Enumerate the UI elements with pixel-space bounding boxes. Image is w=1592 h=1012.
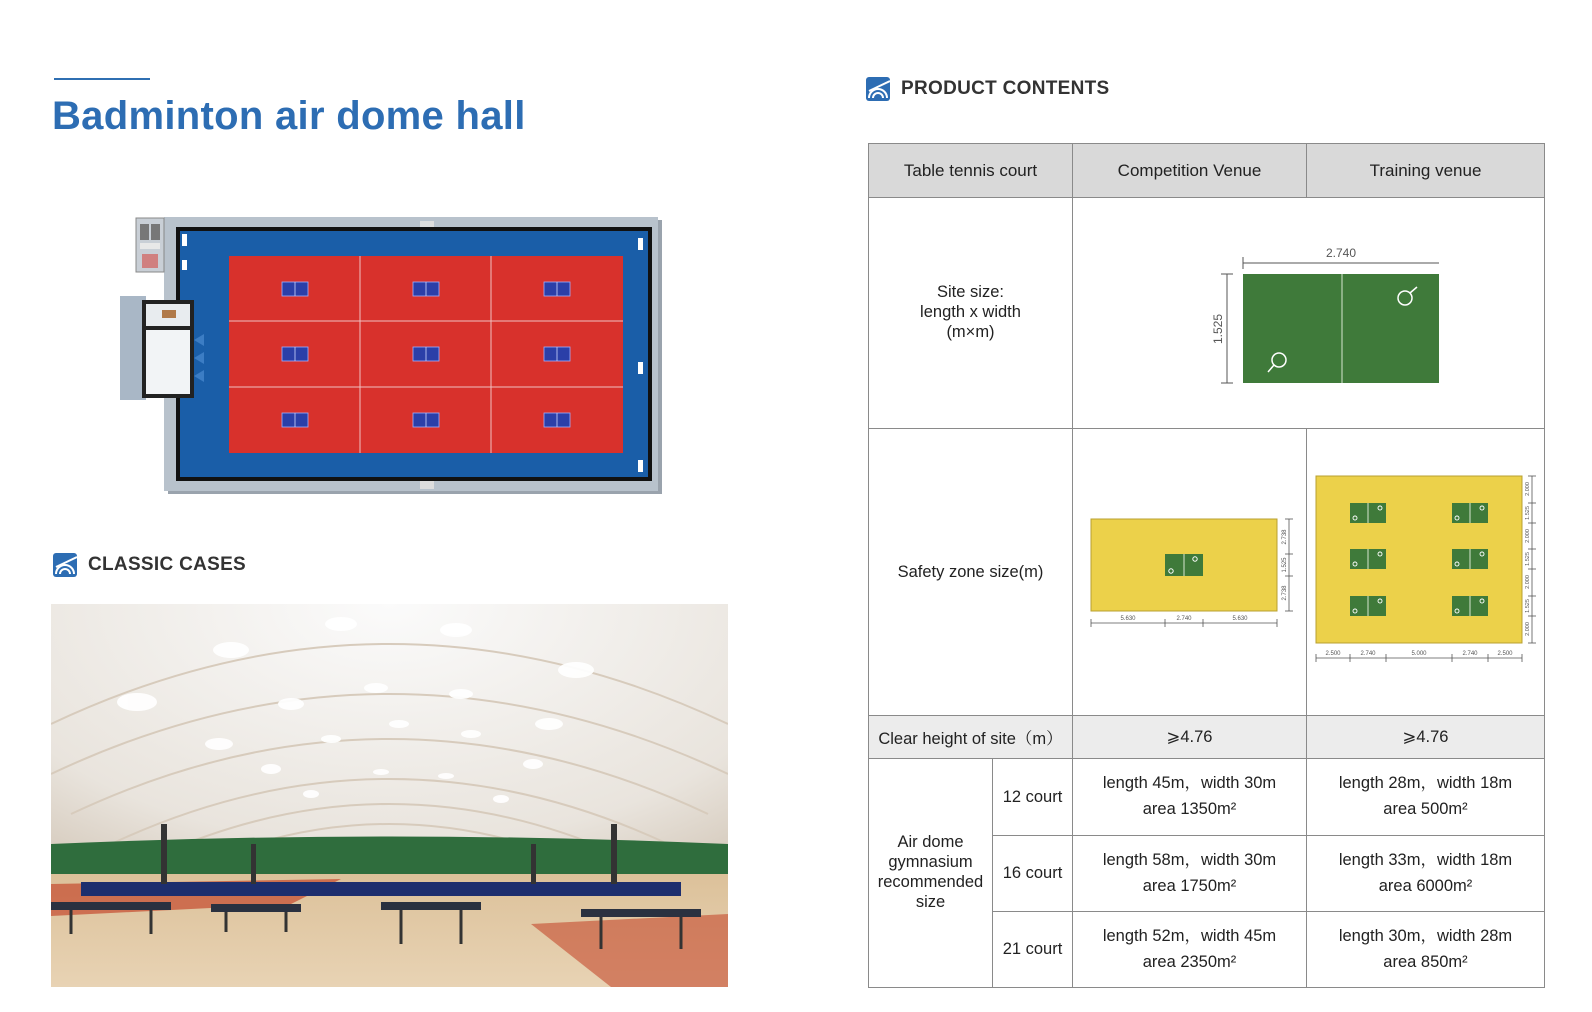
dome-logo-icon xyxy=(53,553,77,577)
dim-label: 5.000 xyxy=(1410,651,1427,657)
training-size: length 30m，width 28m area 850m² xyxy=(1307,912,1545,988)
dim-label: 1.525 xyxy=(1524,506,1531,520)
dim-label: 2.000 xyxy=(1524,482,1531,496)
title-accent-rule xyxy=(54,78,150,80)
dim-label: 2.000 xyxy=(1524,622,1531,636)
length-dimension: 2.740 xyxy=(1325,246,1356,260)
court-count: 12 court xyxy=(993,759,1073,836)
header-competition-venue: Competition Venue xyxy=(1073,144,1307,198)
competition-size: length 58m，width 30m area 1750m² xyxy=(1073,836,1307,912)
table-header-row xyxy=(869,144,1545,198)
dim-label: 2.000 xyxy=(1524,529,1531,543)
dim-label: 1.525 xyxy=(1524,552,1531,566)
dim-label: 2.740 xyxy=(1175,616,1192,622)
training-size: length 33m，width 18m area 6000m² xyxy=(1307,836,1545,912)
page-title: Badminton air dome hall xyxy=(52,94,526,138)
dim-label: 2.000 xyxy=(1524,575,1531,589)
table-row xyxy=(869,759,1545,836)
clear-height-label: Clear height of site（m） xyxy=(869,716,1073,759)
header-training-venue: Training venue xyxy=(1307,144,1545,198)
training-safety-zone-cell xyxy=(1307,429,1545,716)
safety-zone-label: Safety zone size(m) xyxy=(869,429,1073,716)
site-size-drawing-cell xyxy=(1073,198,1545,429)
clear-height-row xyxy=(869,716,1545,759)
table-tennis-table-drawing xyxy=(1179,233,1439,393)
court-count: 16 court xyxy=(993,836,1073,912)
product-spec-table xyxy=(868,143,1545,988)
air-dome-interior-photo xyxy=(51,604,728,987)
dim-label: 2.740 xyxy=(1359,651,1376,657)
safety-zone-row xyxy=(869,429,1545,716)
product-contents-heading: PRODUCT CONTENTS xyxy=(901,78,1110,99)
dim-label: 2.738 xyxy=(1281,529,1288,545)
dim-label: 1.525 xyxy=(1281,557,1288,573)
clear-height-training: ⩾4.76 xyxy=(1307,716,1545,759)
header-table-tennis-court: Table tennis court xyxy=(869,144,1073,198)
court-count: 21 court xyxy=(993,912,1073,988)
dim-label: 1.525 xyxy=(1524,599,1531,613)
dome-logo-icon xyxy=(866,77,890,101)
dim-label: 5.630 xyxy=(1119,616,1136,622)
training-size: length 28m，width 18m area 500m² xyxy=(1307,759,1545,836)
floor-plan-illustration xyxy=(118,212,666,498)
dim-label: 2.738 xyxy=(1281,585,1288,601)
dim-label: 5.630 xyxy=(1231,616,1248,622)
width-dimension: 1.525 xyxy=(1210,313,1225,345)
competition-size: length 52m，width 45m area 2350m² xyxy=(1073,912,1307,988)
training-safety-zone-drawing xyxy=(1314,472,1538,672)
dim-label: 2.500 xyxy=(1496,651,1513,657)
competition-size: length 45m，width 30m area 1350m² xyxy=(1073,759,1307,836)
competition-safety-zone-drawing xyxy=(1085,507,1295,637)
site-size-label: Site size: length x width (m×m) xyxy=(869,198,1073,429)
dim-label: 2.740 xyxy=(1461,651,1478,657)
recommended-size-label: Air dome gymnasium recommended size xyxy=(869,759,993,988)
dim-label: 2.500 xyxy=(1324,651,1341,657)
clear-height-competition: ⩾4.76 xyxy=(1073,716,1307,759)
competition-safety-zone-cell xyxy=(1073,429,1307,716)
classic-cases-heading: CLASSIC CASES xyxy=(88,554,247,575)
site-size-row xyxy=(869,198,1545,429)
